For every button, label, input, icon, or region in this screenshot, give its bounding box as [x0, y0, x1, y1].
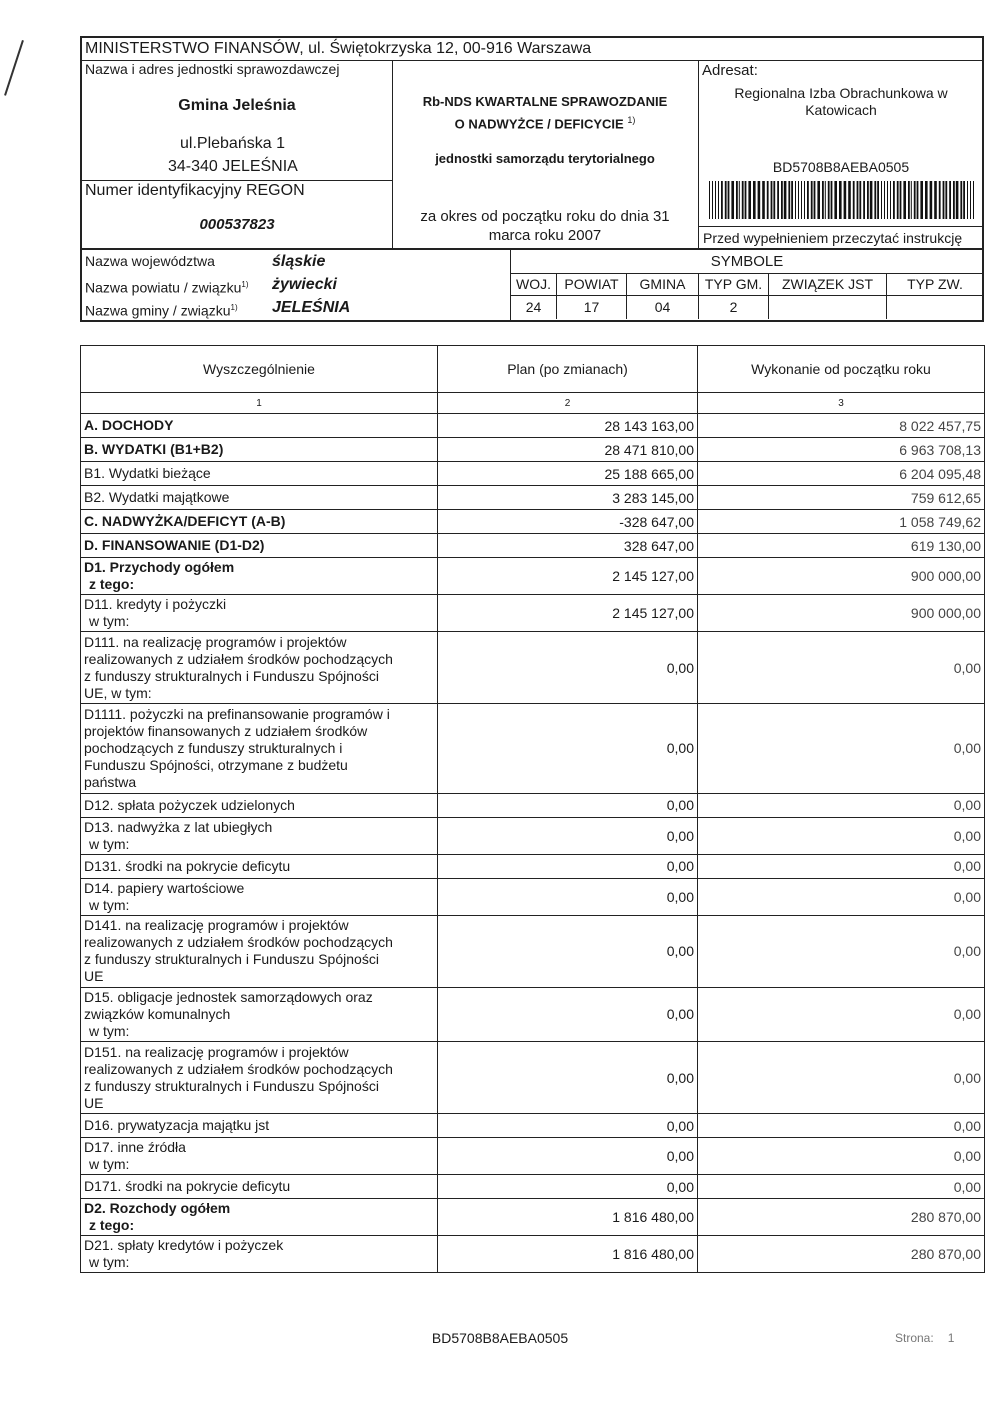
row-plan-value: 0,00: [438, 1042, 698, 1114]
table-body: [81, 414, 985, 1273]
financial-table: [80, 345, 985, 1273]
table-row: [81, 878, 985, 915]
barcode-bar: [767, 181, 769, 219]
barcode-bar: [718, 181, 719, 219]
table-row: [81, 915, 985, 987]
barcode-bar: [897, 181, 899, 219]
barcode-bar: [970, 181, 971, 219]
reporting-unit-panel: [82, 61, 393, 248]
row-plan-value: 0,00: [438, 915, 698, 987]
table-row: [81, 1114, 985, 1138]
row-description-line: Funduszu Spójności, otrzymane z budżetu: [84, 756, 348, 773]
table-row: [81, 595, 985, 632]
row-execution-value: 619 130,00: [698, 534, 985, 558]
barcode-bar: [874, 181, 876, 219]
row-plan-value: 28 143 163,00: [438, 414, 698, 438]
commune-label-wrap: [85, 296, 238, 323]
symbols-grid: [510, 250, 983, 320]
report-title-footnote: 1): [627, 115, 636, 125]
row-plan-value: 0,00: [438, 632, 698, 704]
row-description: [81, 817, 438, 854]
row-execution-value: 280 870,00: [698, 1236, 985, 1273]
table-header-row: [81, 346, 985, 393]
column-number-1: 1: [81, 393, 438, 414]
barcode-bar: [939, 181, 941, 219]
row-description-line: D171. środki na pokrycie deficytu: [84, 1178, 291, 1194]
addressee-panel: [698, 61, 983, 248]
commune-footnote: 1): [230, 303, 238, 312]
row-execution-value: 6 963 708,13: [698, 438, 985, 462]
barcode-bar: [973, 181, 974, 219]
row-description-line: w tym:: [89, 1254, 130, 1270]
row-description: [81, 915, 438, 987]
row-plan-value: 0,00: [438, 793, 698, 817]
barcode-bar: [881, 181, 882, 219]
row-description: [81, 1042, 438, 1114]
row-description-line: D151. na realizację programów i projektów: [84, 1043, 349, 1060]
barcode-bar: [742, 181, 744, 219]
row-description-line: w tym:: [89, 835, 130, 852]
barcode-bar: [712, 181, 713, 219]
barcode-bar: [753, 181, 756, 219]
row-description-line: państwa: [84, 773, 137, 790]
column-header-description: Wyszczególnienie: [81, 346, 438, 393]
row-description-line: D131. środki na pokrycie deficytu: [84, 857, 291, 874]
row-plan-value: 1 816 480,00: [438, 1199, 698, 1236]
barcode-bar: [859, 181, 861, 219]
report-header: [80, 36, 984, 250]
row-description-line: B. WYDATKI (B1+B2): [84, 441, 224, 457]
barcode-bar: [920, 181, 923, 219]
barcode-bar: [960, 181, 962, 219]
symbol-value-typ-gm: 2: [699, 296, 769, 319]
row-plan-value: 0,00: [438, 854, 698, 878]
table-row: [81, 704, 985, 794]
barcode-bar: [771, 181, 773, 219]
row-execution-value: 900 000,00: [698, 595, 985, 632]
row-execution-value: 0,00: [698, 632, 985, 704]
row-plan-value: 0,00: [438, 1175, 698, 1199]
county-footnote: 1): [241, 280, 249, 289]
footer-document-code: BD5708B8AEBA0505: [431, 1330, 569, 1346]
barcode-bar: [781, 181, 783, 219]
table-row: [81, 1138, 985, 1175]
barcode-bar: [731, 181, 734, 219]
page-label: Strona:: [895, 1331, 934, 1345]
barcode-bar: [839, 181, 842, 219]
barcode-bar: [801, 181, 802, 219]
symbol-header-zwiazek: ZWIĄZEK JST: [769, 273, 887, 296]
barcode-bar: [848, 181, 851, 219]
row-plan-value: 0,00: [438, 704, 698, 794]
symbol-header-typ-zw: TYP ZW.: [887, 273, 983, 296]
barcode-bar: [788, 181, 790, 219]
row-plan-value: 328 647,00: [438, 534, 698, 558]
county-value: żywiecki: [272, 276, 337, 293]
county-label: Nazwa powiatu / związku: [85, 279, 242, 296]
row-description: [81, 987, 438, 1042]
barcode-bar: [791, 181, 793, 219]
symbol-header-gmina: GMINA: [627, 273, 699, 296]
column-number-2: 2: [438, 393, 698, 414]
row-description: [81, 854, 438, 878]
barcode-bar: [745, 181, 747, 219]
row-plan-value: 2 145 127,00: [438, 595, 698, 632]
symbols-title: SYMBOLE: [511, 250, 983, 274]
row-description: [81, 878, 438, 915]
barcode-bar: [825, 181, 826, 219]
barcode-bar: [877, 181, 879, 219]
barcode-bar: [784, 181, 787, 219]
barcode-bar: [817, 181, 820, 219]
addressee-name: Regionalna Izba Obrachunkowa w Katowicach: [734, 85, 948, 118]
regon-label: Numer identyfikacyjny REGON: [85, 182, 305, 199]
row-execution-value: 0,00: [698, 878, 985, 915]
row-description-line: C. NADWYŻKA/DEFICYT (A-B): [84, 513, 286, 529]
row-plan-value: 1 816 480,00: [438, 1236, 698, 1273]
barcode-bar: [949, 181, 951, 219]
row-description: [81, 1175, 438, 1199]
territory-block: [80, 250, 984, 322]
row-description-line: D13. nadwyżka z lat ubiegłych: [84, 818, 273, 835]
barcode-bar: [804, 181, 805, 219]
report-title-panel: [392, 61, 698, 248]
row-description-line: UE: [84, 1094, 104, 1111]
row-description: [81, 1114, 438, 1138]
table-row: [81, 510, 985, 534]
row-plan-value: 0,00: [438, 987, 698, 1042]
row-plan-value: 0,00: [438, 1138, 698, 1175]
instruction-note: Przed wypełnieniem przeczytać instrukcję: [699, 226, 983, 248]
table-row: [81, 1236, 985, 1273]
row-description-line: D2. Rozchody ogółem: [84, 1200, 231, 1216]
report-period: [392, 207, 698, 245]
row-description-line: w tym:: [89, 1156, 130, 1172]
barcode-bar: [777, 181, 779, 219]
row-description: [81, 1236, 438, 1273]
barcode-bar: [773, 181, 775, 219]
barcode-bar: [903, 181, 906, 219]
row-description: [81, 1138, 438, 1175]
row-description-line: D21. spłaty kredytów i pożyczek: [84, 1237, 284, 1253]
column-header-execution: Wykonanie od początku roku: [698, 346, 985, 393]
barcode-bar: [795, 181, 796, 219]
row-execution-value: 0,00: [698, 1042, 985, 1114]
barcode-bar: [709, 181, 710, 219]
unit-street: ul.Plebańska 1: [180, 135, 285, 152]
row-description-line: realizowanych z udziałem środków pochodzących: [84, 650, 393, 667]
barcode-bar: [728, 181, 730, 219]
symbol-header-woj: WOJ.: [511, 273, 557, 296]
row-description-line: D1. Przychody ogółem: [84, 559, 235, 575]
commune-label: Nazwa gminy / związku: [85, 302, 231, 319]
row-execution-value: 6 204 095,48: [698, 462, 985, 486]
row-description-line: B2. Wydatki majątkowe: [84, 489, 230, 505]
unit-label: Nazwa i adres jednostki sprawozdawczej: [85, 61, 340, 77]
row-description-line: D12. spłata pożyczek udzielonych: [84, 796, 295, 813]
table-row: [81, 632, 985, 704]
row-description: [81, 438, 438, 462]
row-plan-value: -328 647,00: [438, 510, 698, 534]
barcode-bar: [748, 181, 751, 219]
row-execution-value: 0,00: [698, 1175, 985, 1199]
symbol-value-powiat: 17: [557, 296, 627, 319]
barcode-bar: [834, 181, 837, 219]
barcode-bar: [762, 181, 765, 219]
row-plan-value: 3 283 145,00: [438, 486, 698, 510]
barcode-bar: [758, 181, 761, 219]
table-row: [81, 854, 985, 878]
row-execution-value: 0,00: [698, 704, 985, 794]
row-description-line: z funduszy strukturalnych i Funduszu Spójności: [84, 667, 379, 684]
regon-box: [82, 180, 392, 249]
barcode-bar: [884, 181, 885, 219]
row-description: [81, 414, 438, 438]
barcode-bar: [925, 181, 928, 219]
row-description-line: z tego:: [89, 1217, 135, 1233]
row-description: [81, 793, 438, 817]
table-row: [81, 462, 985, 486]
page-number: 1: [947, 1331, 955, 1345]
territory-names: [82, 250, 510, 320]
period-line-1: za okres od początku roku do dnia 31: [420, 208, 670, 225]
barcode-bar: [739, 181, 740, 219]
row-description-line: B1. Wydatki bieżące: [84, 465, 211, 481]
barcode-bar: [863, 181, 865, 219]
barcode-image: [709, 181, 977, 219]
barcode-bar: [798, 181, 799, 219]
row-plan-value: 0,00: [438, 878, 698, 915]
barcode-bar: [953, 181, 955, 219]
barcode-bar: [917, 181, 919, 219]
row-plan-value: 0,00: [438, 817, 698, 854]
barcode-bar: [831, 181, 833, 219]
barcode-bar: [963, 181, 965, 219]
barcode-bar: [867, 181, 869, 219]
row-description: [81, 632, 438, 704]
barcode-bar: [857, 181, 859, 219]
barcode-bar: [844, 181, 847, 219]
row-description-line: z funduszy strukturalnych i Funduszu Spójności: [84, 1077, 379, 1094]
barcode-bar: [967, 181, 968, 219]
row-description: [81, 510, 438, 534]
row-plan-value: 28 471 810,00: [438, 438, 698, 462]
unit-city: 34-340 JELEŚNIA: [168, 158, 298, 175]
pen-mark: [4, 40, 24, 96]
barcode-bar: [911, 181, 912, 219]
row-description-line: z tego:: [89, 576, 135, 592]
row-execution-value: 0,00: [698, 987, 985, 1042]
barcode-bar: [908, 181, 910, 219]
symbol-header-powiat: POWIAT: [557, 273, 627, 296]
barcode-bar: [900, 181, 902, 219]
row-plan-value: 2 145 127,00: [438, 558, 698, 595]
row-description: [81, 462, 438, 486]
barcode-bar: [715, 181, 716, 219]
symbol-value-gmina: 04: [627, 296, 699, 319]
row-description-line: w tym:: [89, 896, 130, 913]
barcode-bar: [887, 181, 888, 219]
row-description-line: UE: [84, 968, 104, 984]
row-execution-value: 0,00: [698, 1114, 985, 1138]
row-description-line: w tym:: [89, 613, 130, 629]
row-plan-value: 0,00: [438, 1114, 698, 1138]
unit-name: Gmina Jeleśnia: [178, 97, 296, 114]
row-description: [81, 1199, 438, 1236]
table-row: [81, 486, 985, 510]
row-execution-value: 280 870,00: [698, 1199, 985, 1236]
row-description: [81, 486, 438, 510]
table-row: [81, 414, 985, 438]
row-description-line: D111. na realizację programów i projektów: [84, 633, 347, 650]
row-execution-value: 8 022 457,75: [698, 414, 985, 438]
barcode-bar: [721, 181, 723, 219]
report-title-line-1: Rb-NDS KWARTALNE SPRAWOZDANIE: [422, 94, 668, 109]
footer-page-info: [895, 1331, 954, 1345]
row-execution-value: 900 000,00: [698, 558, 985, 595]
row-execution-value: 0,00: [698, 1138, 985, 1175]
row-description-line: D15. obligacje jednostek samorządowych oraz: [84, 988, 373, 1005]
document-code: BD5708B8AEBA0505: [772, 159, 910, 175]
report-title-line-2: O NADWYŻCE / DEFICYCIE: [454, 116, 624, 132]
barcode-bar: [934, 181, 937, 219]
symbol-header-typ-gm: TYP GM.: [699, 273, 769, 296]
row-execution-value: 0,00: [698, 793, 985, 817]
commune-value: JELEŚNIA: [272, 299, 351, 316]
barcode-bar: [811, 181, 813, 219]
table-row: [81, 534, 985, 558]
table-row: [81, 1199, 985, 1236]
symbol-value-woj: 24: [511, 296, 557, 319]
column-header-plan: Plan (po zmianach): [438, 346, 698, 393]
row-description-line: projektów finansowanych z udziałem środków: [84, 722, 368, 739]
barcode-bar: [943, 181, 945, 219]
table-row: [81, 558, 985, 595]
barcode-bar: [828, 181, 830, 219]
row-description: [81, 704, 438, 794]
addressee-label: Adresat:: [702, 62, 758, 79]
barcode-bar: [736, 181, 738, 219]
row-description-line: pochodzących z funduszy strukturalnych i: [84, 739, 343, 756]
barcode-bar: [807, 181, 809, 219]
row-description-line: realizowanych z udziałem środków pochodzących: [84, 934, 393, 950]
table-row: [81, 793, 985, 817]
barcode-bar: [822, 181, 824, 219]
column-number-row: [81, 393, 985, 414]
regon-value: 000537823: [199, 216, 275, 233]
row-description-line: w tym:: [89, 1022, 130, 1039]
barcode-bar: [853, 181, 855, 219]
row-description-line: A. DOCHODY: [84, 417, 174, 433]
table-row: [81, 438, 985, 462]
row-description-line: D1111. pożyczki na prefinansowanie programów i: [84, 705, 390, 722]
row-description: [81, 595, 438, 632]
table-row: [81, 817, 985, 854]
symbol-value-typ-zw: [887, 296, 983, 319]
barcode-bar: [914, 181, 916, 219]
barcode-bar: [890, 181, 891, 219]
ministry-line: MINISTERSTWO FINANSÓW, ul. Świętokrzyska 12, 00-916 Warszawa: [82, 38, 982, 61]
barcode-bar: [956, 181, 959, 219]
table-row: [81, 1175, 985, 1199]
report-subtitle: jednostki samorządu terytorialnego: [435, 151, 655, 166]
barcode-bar: [893, 181, 895, 219]
row-description-line: D16. prywatyzacja majątku jst: [84, 1117, 270, 1133]
row-description-line: realizowanych z udziałem środków pochodzących: [84, 1060, 393, 1077]
row-description-line: UE, w tym:: [84, 684, 152, 701]
barcode-bar: [814, 181, 816, 219]
row-description-line: z funduszy strukturalnych i Funduszu Spójności: [84, 951, 379, 967]
row-description-line: D11. kredyty i pożyczki: [84, 596, 227, 612]
row-description: [81, 558, 438, 595]
column-number-3: 3: [698, 393, 985, 414]
row-plan-value: 25 188 665,00: [438, 462, 698, 486]
row-description-line: D17. inne źródła: [84, 1139, 186, 1155]
barcode-bar: [930, 181, 933, 219]
barcode-bar: [870, 181, 873, 219]
barcode-bar: [945, 181, 947, 219]
row-description: [81, 534, 438, 558]
row-execution-value: 0,00: [698, 854, 985, 878]
symbol-value-zwiazek: [769, 296, 887, 319]
row-description-line: D141. na realizację programów i projektów: [84, 917, 349, 933]
row-execution-value: 0,00: [698, 817, 985, 854]
row-description-line: związków komunalnych: [84, 1005, 231, 1022]
barcode-bar: [725, 181, 727, 219]
voivodeship-value: śląskie: [272, 253, 326, 270]
table-row: [81, 987, 985, 1042]
row-description-line: D14. papiery wartościowe: [84, 879, 245, 896]
row-description-line: D. FINANSOWANIE (D1-D2): [84, 537, 265, 553]
row-execution-value: 1 058 749,62: [698, 510, 985, 534]
row-execution-value: 0,00: [698, 915, 985, 987]
table-row: [81, 1042, 985, 1114]
report-title: [392, 93, 698, 133]
period-line-2: marca roku 2007: [488, 227, 602, 244]
row-execution-value: 759 612,65: [698, 486, 985, 510]
voivodeship-label: Nazwa województwa: [85, 253, 215, 269]
